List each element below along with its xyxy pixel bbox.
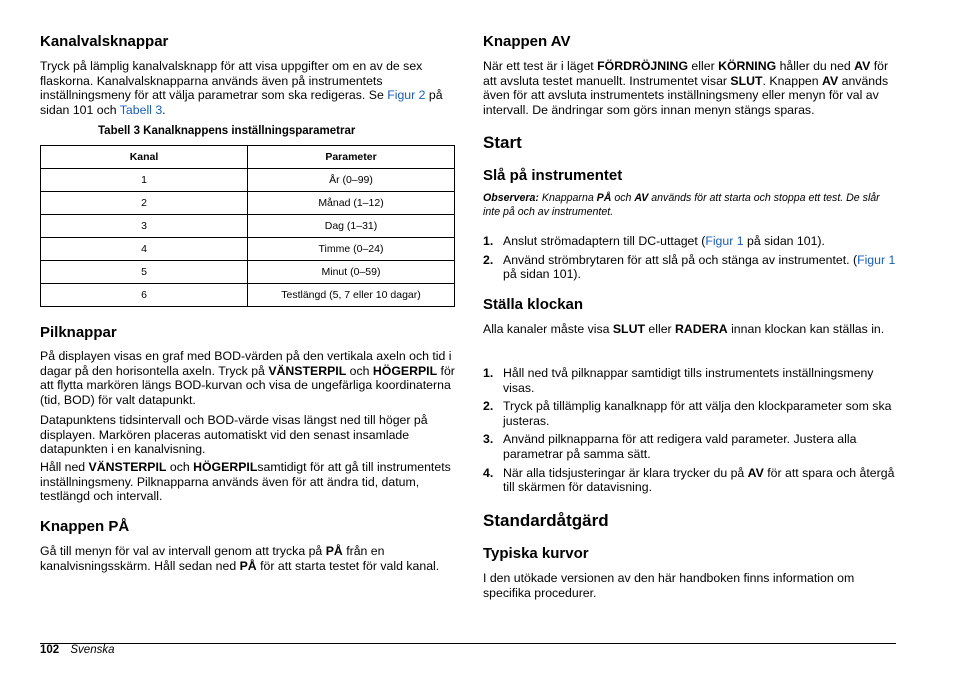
text-run: innan klockan kan ställas in. [727, 322, 885, 336]
table-row [41, 215, 455, 238]
text-run: från en kanalvisningsskärm. Håll sedan ned [40, 544, 385, 573]
text-run: Tryck på tillämplig kanalknapp för att välja den klockparameter som ska justeras. [503, 399, 892, 428]
table-cell-parameter: Minut (0–59) [248, 261, 455, 284]
text-run: för att avsluta testet manuellt. Instrumentet visar [483, 59, 889, 88]
bold-term: AV [822, 73, 839, 88]
text-run: för att starta testet för vald kanal. [256, 558, 440, 573]
text-run: och [346, 363, 373, 378]
text-run: samtidigt för att gå till instrumentets inställningsmeny. Pilknapparna används även för att ändra tid, datum, testlängd och intervall. [40, 460, 451, 504]
text-run: . [162, 102, 166, 117]
standardatgard-heading: Standardåtgärd [483, 511, 609, 530]
step-number: 1. [483, 234, 494, 248]
step-number: 2. [483, 399, 494, 414]
text-run: används även för att avsluta instrumentets inställningsmeny eller menyn för val av intervall. De ändringar som görs innan menyn stängs sparas. [483, 73, 889, 117]
page-number: 102 [40, 644, 60, 656]
text-run: På displayen visas en graf med BOD-värden på den vertikala axeln och tid i dagar på den horisontella axeln. Tryck på [40, 349, 452, 378]
table-cell-kanal: 5 [41, 261, 248, 284]
sla-pa-steps [483, 234, 898, 286]
bold-term: AV [747, 465, 764, 480]
text-run: eller [644, 322, 676, 336]
text-run: eller [688, 59, 719, 73]
bold-term: HÖGERPIL [193, 460, 258, 474]
table-cell-kanal: 6 [41, 284, 248, 307]
table-row [41, 238, 455, 261]
table-cell-parameter: År (0–99) [248, 169, 455, 192]
channel-parameter-table [40, 145, 455, 307]
text-run: och [611, 192, 635, 204]
kanalvalsknappar-text [40, 59, 455, 117]
text-run: för att flytta markören längs BOD-kurvan och visa de ungefärliga koordinaterna (tid, BOD) för valt datapunkt. [40, 363, 455, 407]
text-run: När ett test är i läget [483, 59, 598, 73]
knappen-av-heading: Knappen AV [483, 33, 571, 50]
kanalvalsknappar-heading: Kanalvalsknappar [40, 33, 169, 50]
text-run: Tryck på lämplig kanalvalsknapp för att visa uppgifter om en av de sex flaskorna. Kanalvalsknapparna används även på instrumentets inställningsmeny för att välja parametrar som ska redigeras. Se [40, 59, 423, 103]
bold-term: SLUT [612, 322, 645, 336]
table-caption: Tabell 3 Kanalknappens inställningsparametrar [98, 125, 356, 137]
step-number: 4. [483, 465, 494, 480]
text-run: Knapparna [541, 192, 597, 204]
bold-term: PÅ [325, 544, 343, 558]
bold-term: PÅ [596, 192, 612, 204]
pilknappar-paragraph-2: Datapunktens tidsintervall och BOD-värde visas längst ned till höger på displayen. Markören placeras automatiskt vid den senast insamlade datapunkten i en kanalvisning. [40, 413, 428, 457]
stalla-klockan-steps [483, 366, 898, 499]
table-cell-parameter: Testlängd (5, 7 eller 10 dagar) [248, 284, 455, 307]
text-run: på sidan 101 och [40, 88, 443, 117]
text-run: Håll ned två pilknappar samtidigt tills instrumentets inställningsmeny visas. [503, 366, 874, 395]
table-cell-parameter: Månad (1–12) [248, 192, 455, 215]
step-text [503, 399, 891, 428]
step-text [503, 253, 895, 282]
typiska-kurvor-text: I den utökade versionen av den här handboken finns information om specifika procedurer. [483, 571, 855, 600]
step-item [483, 432, 898, 461]
observera-note [483, 192, 898, 219]
pilknappar-paragraph-3 [40, 460, 455, 504]
bold-term: PÅ [239, 558, 257, 573]
step-text [503, 466, 894, 495]
table-cell-kanal: 1 [41, 169, 248, 192]
step-item [483, 466, 898, 495]
table-header-row [41, 146, 455, 169]
sla-pa-heading: Slå på instrumentet [483, 167, 623, 184]
bold-term: SLUT [730, 73, 763, 88]
text-run: för att spara och återgå till skärmen för datavisning. [503, 465, 895, 495]
cross-reference-link[interactable]: Figur 1 [857, 252, 896, 267]
step-item [483, 234, 898, 249]
bold-term: VÄNSTERPIL [88, 460, 167, 474]
step-item [483, 399, 898, 428]
table-cell-kanal: 2 [41, 192, 248, 215]
text-run: Använd pilknapparna för att redigera vald parameter. Justera alla parametrar på samma sätt. [503, 432, 857, 461]
knappen-av-text [483, 59, 898, 117]
step-text [503, 432, 856, 461]
footer-language: Svenska [70, 644, 115, 656]
cross-reference-link[interactable]: Tabell 3 [119, 102, 163, 117]
text-run: på sidan 101). [503, 267, 581, 282]
table-cell-parameter: Timme (0–24) [248, 238, 455, 261]
step-text [503, 366, 873, 395]
table-row [41, 261, 455, 284]
table-header-parameter: Parameter [248, 146, 455, 169]
stalla-klockan-text [483, 322, 898, 337]
text-run: Anslut strömadaptern till DC-uttaget ( [503, 234, 706, 248]
text-run: används för att starta och stoppa ett test. De slår inte på och av instrumentet. [483, 192, 880, 218]
text-run: Håll ned [40, 460, 89, 474]
bold-term: VÄNSTERPIL [268, 363, 347, 378]
cross-reference-link[interactable]: Figur 1 [705, 234, 744, 248]
text-run: och [166, 460, 194, 474]
text-run: När alla tidsjusteringar är klara trycker du på [503, 465, 748, 480]
page-footer [40, 644, 115, 656]
knappen-pa-text [40, 544, 455, 573]
table-row [41, 284, 455, 307]
step-item [483, 253, 898, 282]
step-number: 2. [483, 252, 494, 267]
step-number: 1. [483, 366, 494, 380]
typiska-kurvor-heading: Typiska kurvor [483, 545, 589, 562]
knappen-pa-heading: Knappen PÅ [40, 518, 130, 535]
table-body [41, 169, 455, 307]
text-run: på sidan 101). [743, 234, 825, 248]
text-run: . Knappen [762, 73, 823, 88]
table-cell-kanal: 4 [41, 238, 248, 261]
text-run: Alla kanaler måste visa [483, 322, 613, 336]
pilknappar-paragraph-1 [40, 349, 455, 407]
text-run: Använd strömbrytaren för att slå på och stänga av instrumentet. ( [503, 252, 858, 267]
step-number: 3. [483, 432, 494, 447]
text-run: Gå till menyn för val av intervall genom att trycka på [40, 544, 326, 558]
bold-term: Observera: [483, 192, 542, 204]
bold-term: AV [634, 192, 649, 204]
bold-term: AV [854, 59, 871, 73]
bold-term: HÖGERPIL [372, 363, 438, 378]
table-cell-parameter: Dag (1–31) [248, 215, 455, 238]
text-run: håller du ned [776, 59, 855, 73]
table-header-kanal: Kanal [41, 146, 248, 169]
table-cell-kanal: 3 [41, 215, 248, 238]
stalla-klockan-heading: Ställa klockan [483, 296, 584, 313]
pilknappar-heading: Pilknappar [40, 324, 117, 341]
cross-reference-link[interactable]: Figur 2 [387, 88, 426, 103]
step-text [503, 234, 825, 248]
footer-divider [40, 643, 896, 644]
start-heading: Start [483, 133, 522, 152]
bold-term: KÖRNING [718, 59, 777, 73]
bold-term: FÖRDRÖJNING [597, 59, 689, 73]
step-item [483, 366, 898, 395]
table-row [41, 192, 455, 215]
bold-term: RADERA [675, 322, 728, 336]
table-row [41, 169, 455, 192]
